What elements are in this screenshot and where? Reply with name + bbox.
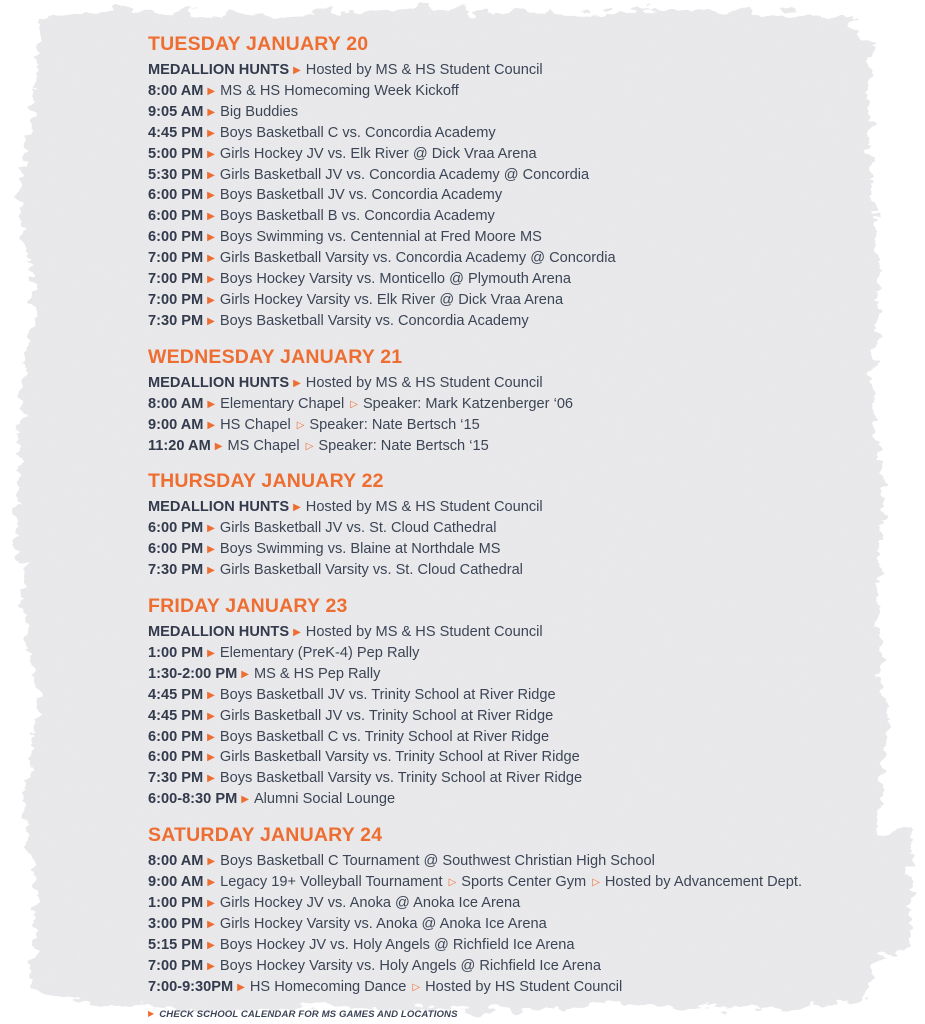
event-row	[148, 915, 908, 936]
outline-arrow-icon: ▷	[350, 398, 358, 410]
arrow-icon: ▶	[214, 440, 223, 452]
event-row	[148, 957, 908, 978]
arrow-icon: ▶	[207, 232, 215, 244]
event-row	[148, 686, 908, 707]
arrow-icon: ▶	[207, 731, 215, 743]
event-desc: Big Buddies	[220, 103, 299, 120]
day-title: THURSDAY JANUARY 22	[148, 470, 384, 493]
event-detail: Hosted by Advancement Dept.	[604, 874, 803, 891]
event-detail: Speaker: Nate Bertsch ‘15	[318, 437, 489, 454]
event-desc: Hosted by MS & HS Student Council	[305, 374, 543, 391]
event-desc: Girls Basketball Varsity vs. Trinity School at River Ridge	[219, 749, 580, 766]
event-desc: MS Chapel	[227, 437, 300, 454]
arrow-icon: ▶	[241, 668, 249, 680]
arrow-icon: ▶	[207, 169, 215, 181]
event-row	[148, 978, 908, 999]
event-row	[148, 644, 908, 665]
event-row	[148, 936, 908, 957]
event-time: 6:00 PM	[148, 229, 204, 246]
event-row	[148, 61, 908, 82]
arrow-icon: ▶	[207, 689, 215, 701]
event-time: 1:00 PM	[148, 644, 204, 661]
day-friday	[148, 594, 908, 811]
event-row	[148, 145, 908, 166]
event-time: 1:30-2:00 PM	[148, 665, 238, 682]
event-desc: Boys Basketball C Tournament @ Southwest Christian High School	[220, 853, 655, 870]
event-time: 5:30 PM	[148, 166, 204, 183]
event-time: 8:00 AM	[148, 395, 204, 412]
arrow-icon: ▶	[207, 294, 215, 306]
arrow-icon: ▶	[207, 898, 215, 909]
arrow-icon: ▶	[207, 939, 215, 951]
event-row	[148, 291, 908, 312]
footnote-text: CHECK SCHOOL CALENDAR FOR MS GAMES AND LOCATIONS	[159, 1008, 458, 1020]
event-time: 4:45 PM	[148, 707, 204, 724]
event-row	[148, 894, 908, 915]
event-desc: Boys Basketball C vs. Trinity School at River Ridge	[219, 728, 550, 745]
event-time: 7:00-9:30PM	[148, 978, 234, 995]
event-desc: Boys Hockey JV vs. Holy Angels @ Richfield Ice Arena	[219, 936, 575, 953]
event-desc: Legacy 19+ Volleyball Tournament	[220, 874, 443, 891]
event-time: 9:00 AM	[148, 874, 204, 891]
event-row	[148, 437, 908, 458]
event-row	[148, 623, 908, 644]
day-wednesday	[148, 345, 908, 458]
event-row	[148, 186, 908, 207]
event-time: 9:00 AM	[148, 416, 204, 433]
arrow-icon: ▶	[207, 419, 216, 431]
event-time: 7:30 PM	[148, 562, 204, 579]
event-desc: Elementary Chapel	[220, 395, 345, 412]
event-time: 4:45 PM	[148, 686, 204, 703]
arrow-icon: ▶	[207, 398, 216, 410]
arrow-icon: ▶	[207, 960, 215, 972]
event-time: 6:00 PM	[148, 520, 204, 537]
event-time: 7:00 PM	[148, 957, 204, 974]
event-desc: Girls Basketball JV vs. St. Cloud Cathedral	[219, 520, 497, 537]
event-desc: MS & HS Pep Rally	[253, 665, 381, 682]
arrow-icon: ▶	[207, 274, 215, 286]
event-row	[148, 707, 908, 728]
event-row	[148, 873, 908, 894]
event-time: 4:45 PM	[148, 124, 204, 141]
arrow-icon: ▶	[293, 502, 301, 514]
event-desc: Boys Basketball Varsity vs. Trinity School at River Ridge	[219, 770, 583, 787]
event-time: 7:00 PM	[148, 271, 204, 288]
arrow-icon: ▶	[148, 1008, 155, 1018]
event-row	[148, 540, 908, 561]
event-desc: Boys Basketball JV vs. Concordia Academy	[219, 187, 503, 204]
arrow-icon: ▶	[207, 544, 215, 556]
schedule	[148, 32, 908, 1020]
event-desc: Boys Swimming vs. Centennial at Fred Moore MS	[219, 229, 542, 246]
arrow-icon: ▶	[207, 85, 216, 97]
day-saturday	[148, 823, 908, 998]
arrow-icon: ▶	[207, 856, 216, 868]
event-time: 6:00-8:30 PM	[148, 791, 238, 808]
arrow-icon: ▶	[293, 377, 301, 389]
event-desc: Boys Hockey Varsity vs. Monticello @ Plymouth Arena	[219, 271, 571, 288]
day-title: TUESDAY JANUARY 20	[148, 33, 369, 55]
event-time: 9:05 AM	[148, 103, 204, 120]
event-row	[148, 395, 908, 416]
event-detail: Hosted by HS Student Council	[425, 978, 623, 995]
arrow-icon: ▶	[207, 710, 215, 722]
arrow-icon: ▶	[207, 211, 215, 223]
event-time: 6:00 PM	[148, 541, 204, 558]
arrow-icon: ▶	[207, 127, 215, 139]
arrow-icon: ▶	[207, 773, 215, 785]
arrow-icon: ▶	[207, 315, 215, 327]
event-desc: Girls Basketball JV vs. Trinity School at River Ridge	[219, 707, 554, 724]
event-desc: Girls Basketball JV vs. Concordia Academy @ Concordia	[219, 166, 590, 183]
event-desc: Elementary (PreK-4) Pep Rally	[219, 644, 420, 661]
arrow-icon: ▶	[207, 106, 216, 118]
arrow-icon: ▶	[241, 794, 249, 806]
event-desc: Hosted by MS & HS Student Council	[305, 499, 543, 516]
event-time: 7:00 PM	[148, 291, 204, 308]
outline-arrow-icon: ▷	[592, 877, 600, 889]
arrow-icon: ▶	[207, 647, 215, 659]
event-row	[148, 270, 908, 291]
event-detail: Speaker: Mark Katzenberger ‘06	[362, 395, 574, 412]
event-desc: Girls Hockey Varsity vs. Elk River @ Dick Vraa Arena	[219, 291, 564, 308]
event-time: MEDALLION HUNTS	[148, 499, 290, 516]
event-desc: HS Homecoming Dance	[249, 978, 407, 995]
arrow-icon: ▶	[237, 981, 245, 993]
event-row	[148, 790, 908, 811]
arrow-icon: ▶	[293, 65, 301, 76]
event-row	[148, 852, 908, 873]
event-desc: Boys Basketball B vs. Concordia Academy	[219, 208, 495, 225]
event-time: 7:30 PM	[148, 312, 204, 329]
event-desc: Alumni Social Lounge	[253, 791, 396, 808]
event-desc: Girls Basketball Varsity vs. Concordia Academy @ Concordia	[219, 250, 616, 267]
arrow-icon: ▶	[207, 918, 215, 930]
day-thursday	[148, 469, 908, 582]
event-row	[148, 82, 908, 103]
event-desc: Hosted by MS & HS Student Council	[305, 62, 543, 78]
event-row	[148, 207, 908, 228]
event-desc: Boys Basketball C vs. Concordia Academy	[219, 124, 496, 141]
event-row	[148, 249, 908, 270]
event-time: 6:00 PM	[148, 728, 204, 745]
event-desc: Boys Hockey Varsity vs. Holy Angels @ Richfield Ice Arena	[219, 957, 602, 974]
event-desc: Girls Basketball Varsity vs. St. Cloud Cathedral	[219, 562, 523, 579]
event-detail: Speaker: Nate Bertsch ‘15	[309, 416, 480, 433]
event-row	[148, 103, 908, 124]
event-time: 1:00 PM	[148, 895, 204, 911]
event-time: 7:00 PM	[148, 250, 204, 267]
event-time: MEDALLION HUNTS	[148, 62, 290, 78]
event-row	[148, 166, 908, 187]
event-desc: Boys Basketball JV vs. Trinity School at River Ridge	[219, 686, 556, 703]
day-title: SATURDAY JANUARY 24	[148, 824, 383, 847]
event-time: 8:00 AM	[148, 82, 204, 99]
event-row	[148, 561, 908, 582]
event-time: 6:00 PM	[148, 749, 204, 766]
event-time: MEDALLION HUNTS	[148, 624, 290, 641]
event-desc: MS & HS Homecoming Week Kickoff	[220, 82, 459, 99]
event-time: 11:20 AM	[148, 437, 211, 454]
event-row	[148, 416, 908, 437]
event-desc: Boys Swimming vs. Blaine at Northdale MS	[219, 541, 501, 558]
event-desc: Girls Hockey JV vs. Anoka @ Anoka Ice Arena	[219, 895, 521, 911]
event-row	[148, 748, 908, 769]
outline-arrow-icon: ▷	[448, 877, 457, 889]
arrow-icon: ▶	[207, 752, 215, 764]
event-row	[148, 519, 908, 540]
event-time: 6:00 PM	[148, 187, 204, 204]
footnote	[148, 1009, 908, 1020]
outline-arrow-icon: ▷	[412, 981, 421, 993]
event-detail: Sports Center Gym	[461, 874, 587, 891]
arrow-icon: ▶	[207, 877, 216, 889]
event-time: 6:00 PM	[148, 208, 204, 225]
event-time: 5:00 PM	[148, 145, 204, 162]
event-row	[148, 498, 908, 519]
event-row	[148, 228, 908, 249]
outline-arrow-icon: ▷	[296, 419, 305, 431]
event-row	[148, 665, 908, 686]
event-row	[148, 124, 908, 145]
day-title: FRIDAY JANUARY 23	[148, 595, 348, 618]
event-row	[148, 728, 908, 749]
event-row	[148, 312, 908, 333]
day-tuesday	[148, 32, 908, 333]
arrow-icon: ▶	[207, 253, 215, 265]
event-desc: Girls Hockey Varsity vs. Anoka @ Anoka Ice Arena	[219, 915, 547, 932]
arrow-icon: ▶	[207, 190, 215, 202]
arrow-icon: ▶	[207, 148, 215, 160]
outline-arrow-icon: ▷	[305, 440, 314, 452]
event-desc: Boys Basketball Varsity vs. Concordia Academy	[219, 312, 529, 329]
event-time: 7:30 PM	[148, 770, 204, 787]
day-title: WEDNESDAY JANUARY 21	[148, 345, 403, 368]
event-desc: Girls Hockey JV vs. Elk River @ Dick Vraa Arena	[219, 145, 537, 162]
event-row	[148, 769, 908, 790]
event-time: 8:00 AM	[148, 853, 204, 870]
arrow-icon: ▶	[293, 627, 301, 639]
event-time: 3:00 PM	[148, 915, 204, 932]
event-time: 5:15 PM	[148, 936, 204, 953]
event-desc: HS Chapel	[220, 416, 291, 433]
arrow-icon: ▶	[207, 565, 215, 577]
event-desc: Hosted by MS & HS Student Council	[305, 624, 543, 641]
arrow-icon: ▶	[207, 523, 215, 535]
event-time: MEDALLION HUNTS	[148, 374, 290, 391]
event-row	[148, 374, 908, 395]
